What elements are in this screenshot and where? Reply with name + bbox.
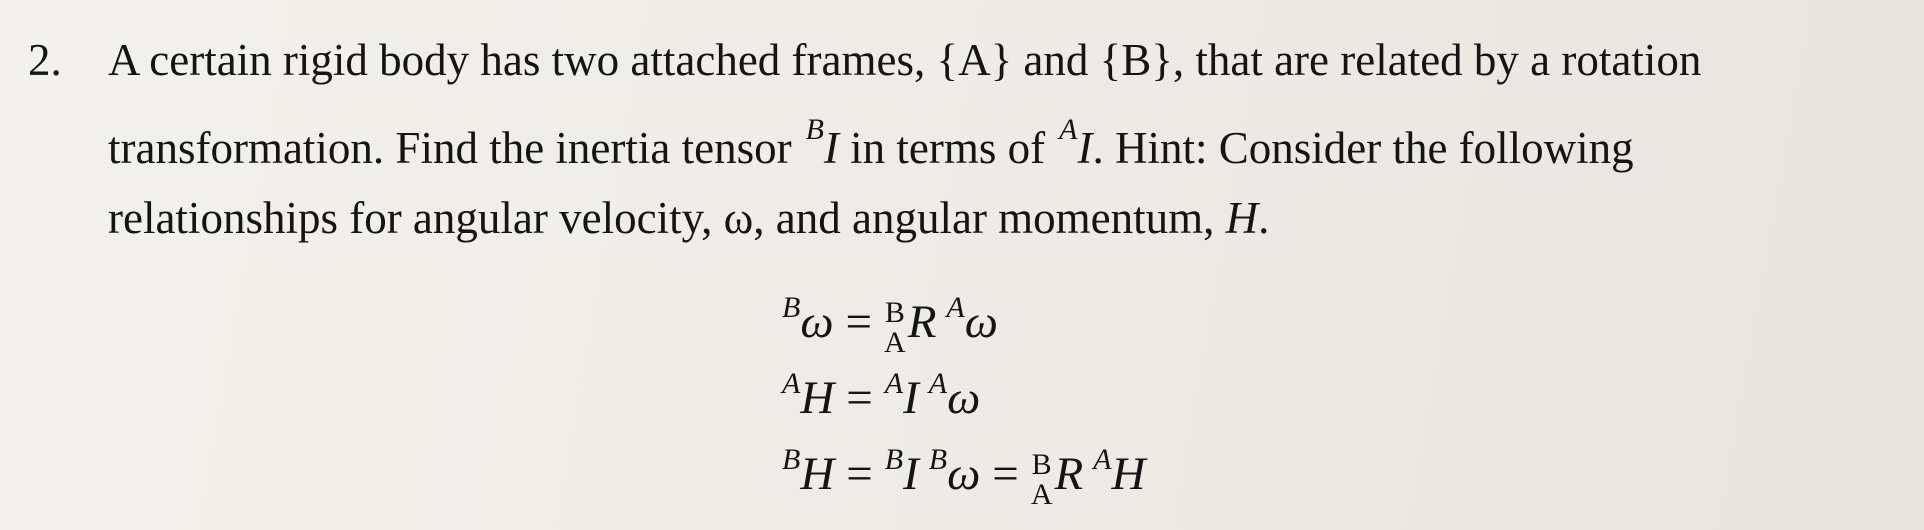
problem-line-1: A certain rigid body has two attached frames, {A} and {B}, that are related by a rotation — [108, 35, 1702, 85]
eq1-rhs-superscript: A — [946, 291, 965, 324]
line2-text-1: transformation. Find the inertia tensor — [108, 123, 792, 173]
equation-angular-momentum-b — [782, 444, 1145, 510]
eq3-rotation-top-index: B — [1031, 448, 1052, 482]
eq1-rotation-indices — [884, 298, 906, 358]
eq3-rotation-indices — [1031, 450, 1053, 510]
eq1-equals: = — [845, 296, 873, 348]
line2-text-2: in terms of — [850, 123, 1046, 173]
momentum-symbol: H — [1225, 193, 1259, 243]
eq2-equals: = — [846, 372, 873, 424]
eq3-omega-superscript: B — [928, 443, 948, 476]
eq3-omega: ω — [947, 448, 981, 500]
eq1-rotation-matrix: R — [907, 296, 937, 348]
eq1-rhs-omega: ω — [964, 296, 998, 348]
eq3-lhs-superscript: B — [782, 443, 801, 476]
eq3-inertia-superscript: B — [884, 443, 904, 476]
eq2-lhs-superscript: A — [782, 367, 801, 400]
eq2-omega-superscript: A — [928, 367, 948, 400]
eq3-rotation-matrix: R — [1054, 448, 1084, 500]
problem-line-2 — [108, 113, 1634, 184]
equation-angular-momentum-a — [782, 368, 980, 434]
eq3-lhs-h: H — [800, 448, 835, 500]
line2-text-3: . Hint: Consider the following — [1092, 123, 1634, 173]
eq2-omega: ω — [947, 372, 981, 424]
eq1-rotation-top-index: B — [884, 296, 905, 330]
eq1-rotation-bottom-index: A — [884, 326, 906, 360]
line3-period: . — [1258, 193, 1270, 243]
eq2-inertia-superscript: A — [884, 367, 904, 400]
eq3-rotation-bottom-index: A — [1030, 478, 1053, 512]
equation-angular-velocity — [782, 292, 998, 358]
eq3-h-superscript: A — [1093, 443, 1112, 476]
inertia-a-symbol: I — [1077, 123, 1093, 173]
inertia-b-symbol: I — [823, 123, 839, 173]
line3-text-1: relationships for angular velocity, ω, and angular momentum, — [108, 193, 1226, 243]
inertia-a-superscript: A — [1059, 113, 1078, 146]
eq3-equals-1: = — [846, 448, 873, 500]
problem-line-3 — [108, 188, 1269, 248]
eq3-equals-2: = — [992, 448, 1019, 500]
eq2-inertia: I — [903, 372, 919, 424]
eq1-lhs-superscript: B — [782, 291, 801, 324]
eq3-h: H — [1111, 448, 1146, 500]
problem-number: 2. — [28, 35, 62, 85]
eq3-inertia: I — [903, 448, 919, 500]
eq1-lhs-omega: ω — [800, 296, 834, 348]
inertia-b-superscript: B — [805, 113, 824, 146]
eq2-lhs-h: H — [800, 372, 835, 424]
